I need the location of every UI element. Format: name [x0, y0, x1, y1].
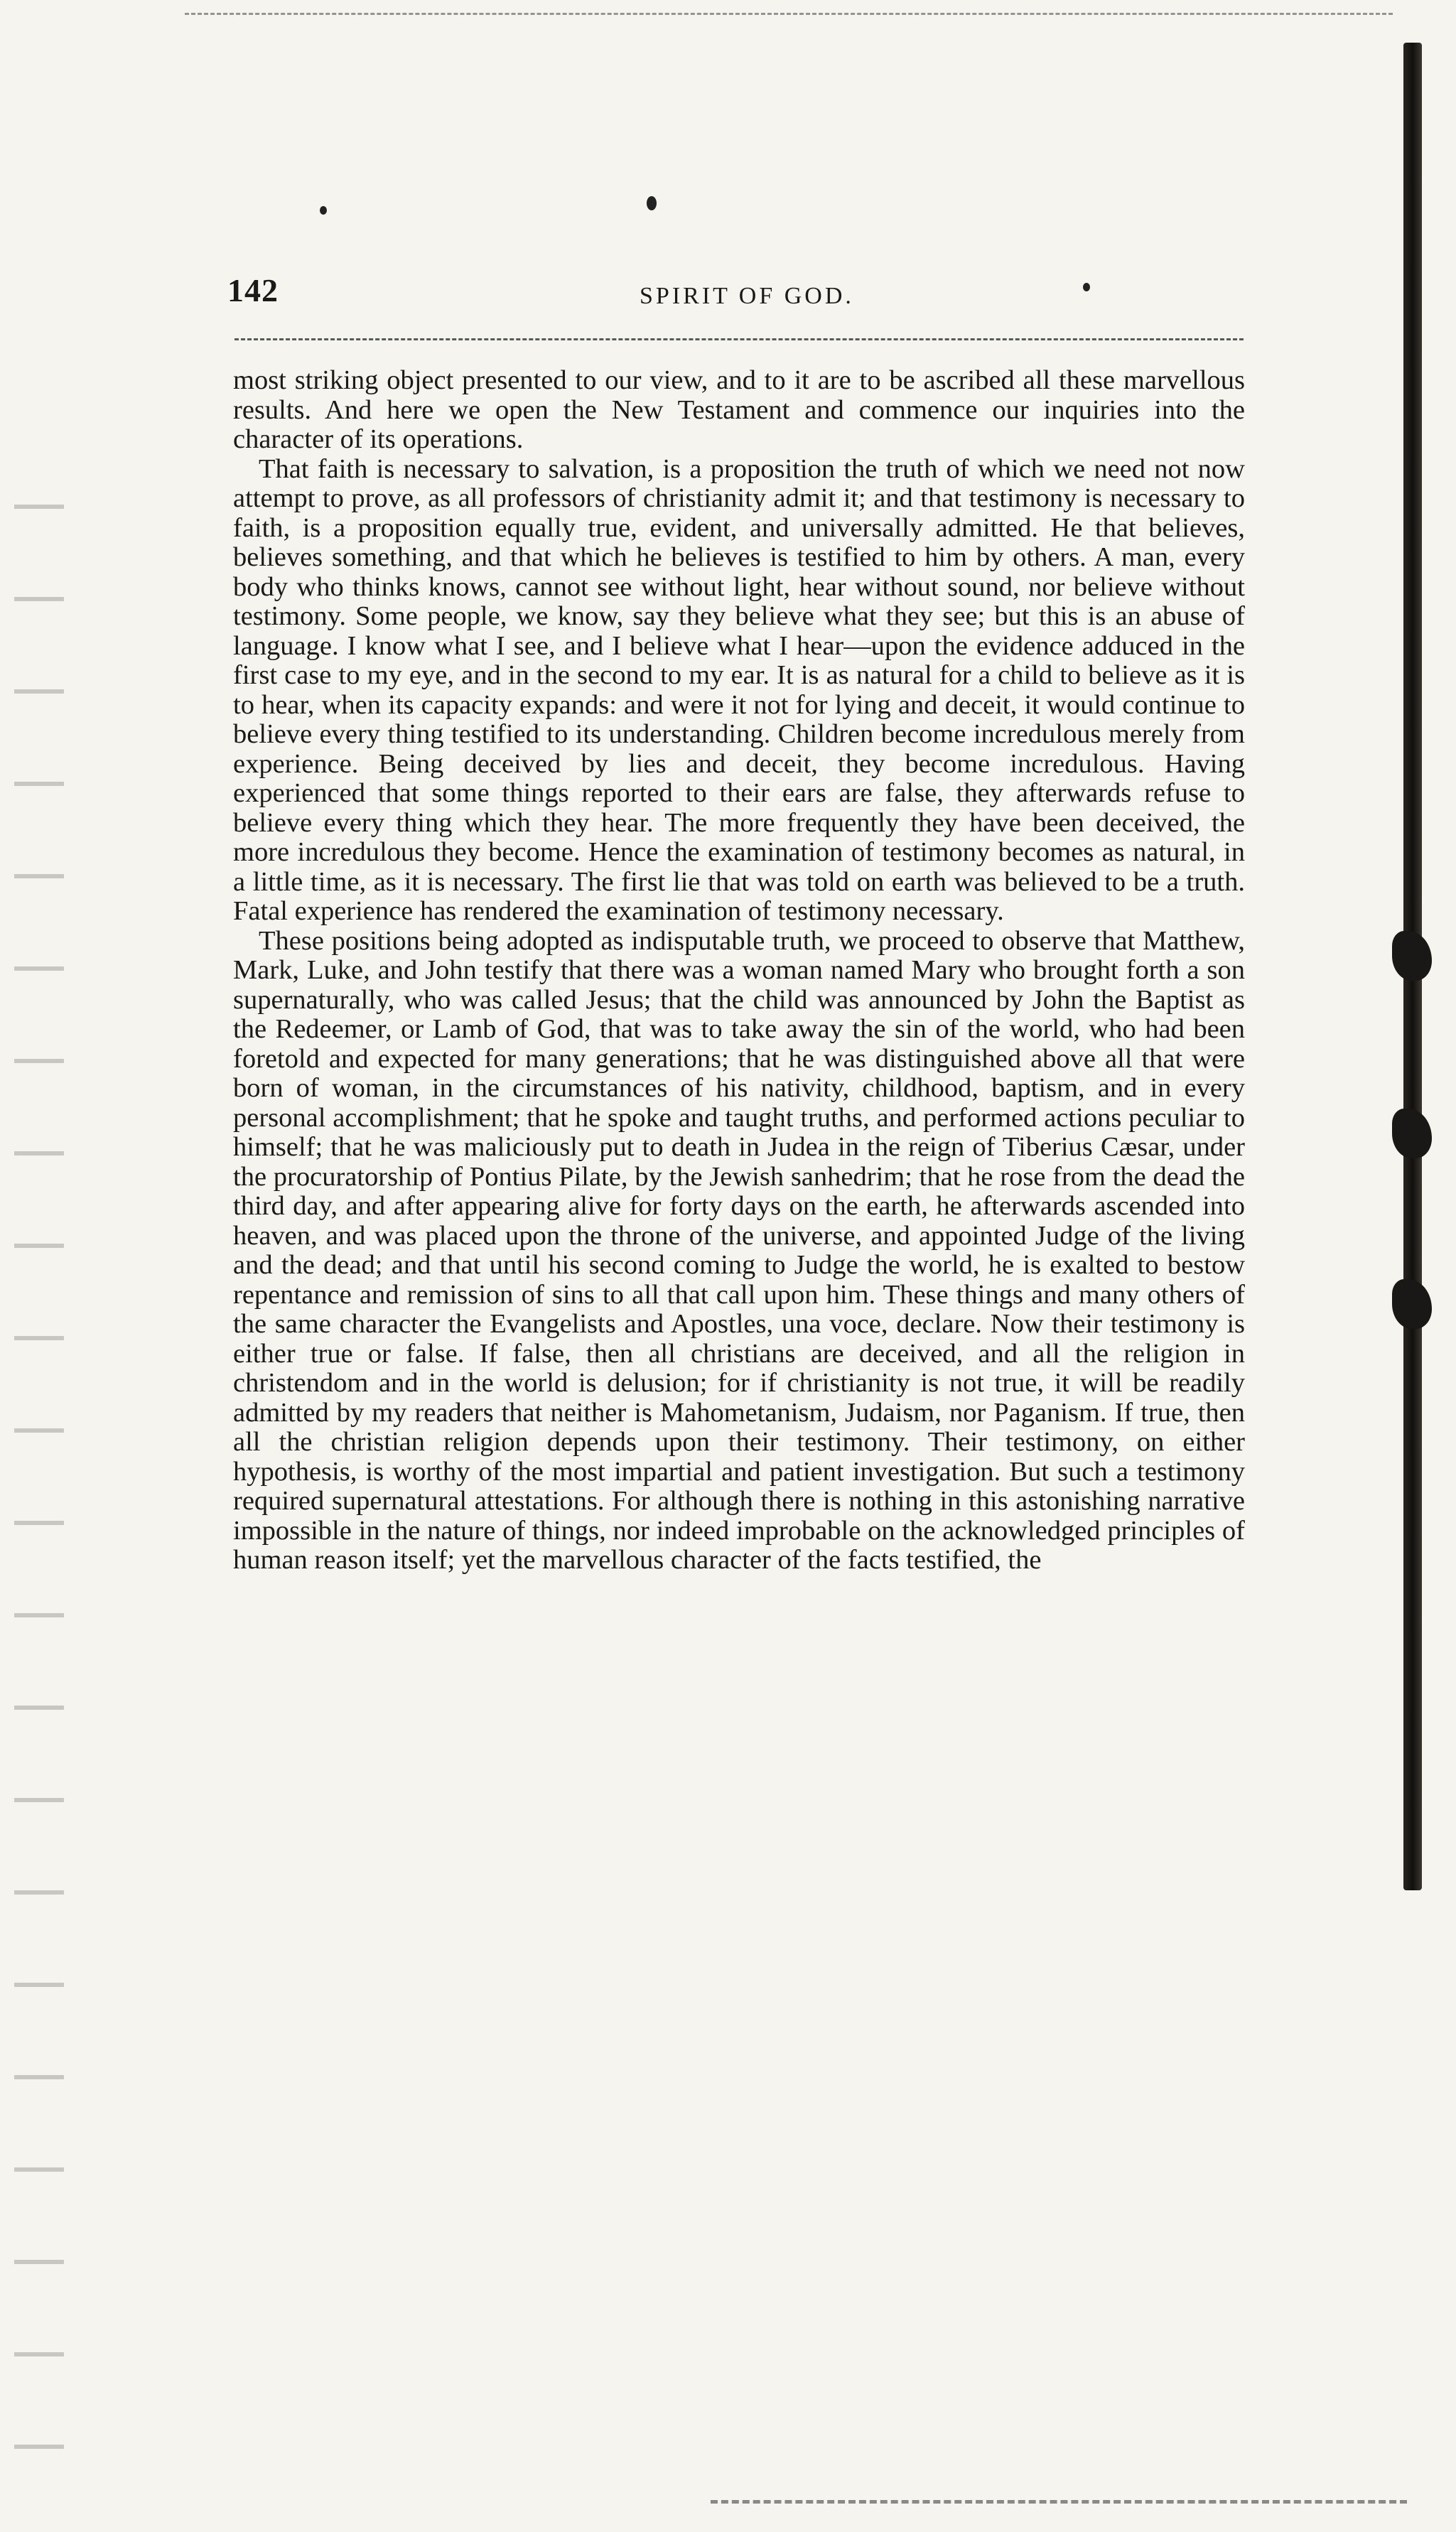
paragraph: most striking object presented to our view, and to it are to be ascribed all these marvellous results. And here we open the New Testament and commence our inquiries into the character of its operations.: [233, 365, 1245, 454]
left-margin-specks: [14, 462, 64, 2452]
ink-speck: [647, 196, 657, 210]
ink-speck: [320, 206, 327, 215]
binding-stitch: [1392, 1109, 1432, 1158]
paragraph: These positions being adopted as indisputable truth, we proceed to observe that Matthew, Mark, Luke, and John testify that there was a woman named Mary who brought forth a son supernaturally, who was called Jesus; that the child was announced by John the Baptist as the Redeemer, or Lamb of God, that was to take away the sin of the world, who had been foretold and expected for many generations; that he was distinguished above all that were born of woman, in the circumstances of his nativity, childhood, baptism, and in every personal accomplishment; that he spoke and taught truths, and performed actions peculiar to himself; that he was maliciously put to death in Judea in the reign of Tiberius Cæsar, under the procuratorship of Pontius Pilate, by the Jewish sanhedrim; that he rose from the dead the third day, and after appearing alive for forty days on the earth, he afterwards ascended into heaven, and was placed upon the throne of the universe, and appointed Judge of the living and the dead; and that until his second coming to Judge the world, he is exalted to bestow repentance and remission of sins to all that call upon him. These things and many others of the same character the Evangelists and Apostles, una voce, declare. Now their testimony is either true or false. If false, then all christians are deceived, and all the religion in christendom and in the world is delusion; for if christianity is not true, it will be readily admitted by my readers that neither is Mahometanism, Judaism, nor Paganism. If true, then all the christian religion depends upon their testimony. Their testimony, on either hypothesis, is worthy of the most impartial and patient investigation. But such a testimony required supernatural attestations. For although there is nothing in this astonishing narrative impossible in the nature of things, nor indeed improbable on the acknowledged principles of human reason itself; yet the marvellous character of the facts testified, the: [233, 925, 1245, 1575]
binding-stitch: [1392, 931, 1432, 981]
header-rule: [234, 338, 1244, 340]
body-text: [233, 366, 1245, 1575]
paragraph: That faith is necessary to salvation, is a proposition the truth of which we need not now attempt to prove, as all professors of christianity admit it; and that testimony is necessary to faith, is a proposition equally true, evident, and universally admitted. He that believes, believes something, and that which he believes is testified to him by others. A man, every body who thinks knows, cannot see without light, hear without sound, nor believe without testimony. Some people, we know, say they believe what they see; but this is an abuse of language. I know what I see, and I believe what I hear—upon the evidence adduced in the first case to my eye, and in the second to my ear. It is as natural for a child to believe as it is to hear, when its capacity expands: and were it not for lying and deceit, it would continue to believe every thing testified to its understanding. Children become incredulous merely from experience. Being deceived by lies and deceit, they become incredulous. Having experienced that some things reported to their ears are false, they afterwards refuse to believe every thing which they hear. The more frequently they have been deceived, the more incredulous they become. Hence the examination of testimony becomes as natural, in a little time, as it is necessary. The first lie that was told on earth was believed to be a truth. Fatal experience has rendered the examination of testimony necessary.: [233, 453, 1245, 926]
page-header: [227, 271, 1244, 314]
running-head: SPIRIT OF GOD.: [640, 283, 854, 309]
page-number: 142: [227, 272, 279, 308]
top-edge-marks: [185, 13, 1393, 19]
binding-stitch: [1392, 1279, 1432, 1329]
bottom-edge-marks: [711, 2472, 1407, 2504]
